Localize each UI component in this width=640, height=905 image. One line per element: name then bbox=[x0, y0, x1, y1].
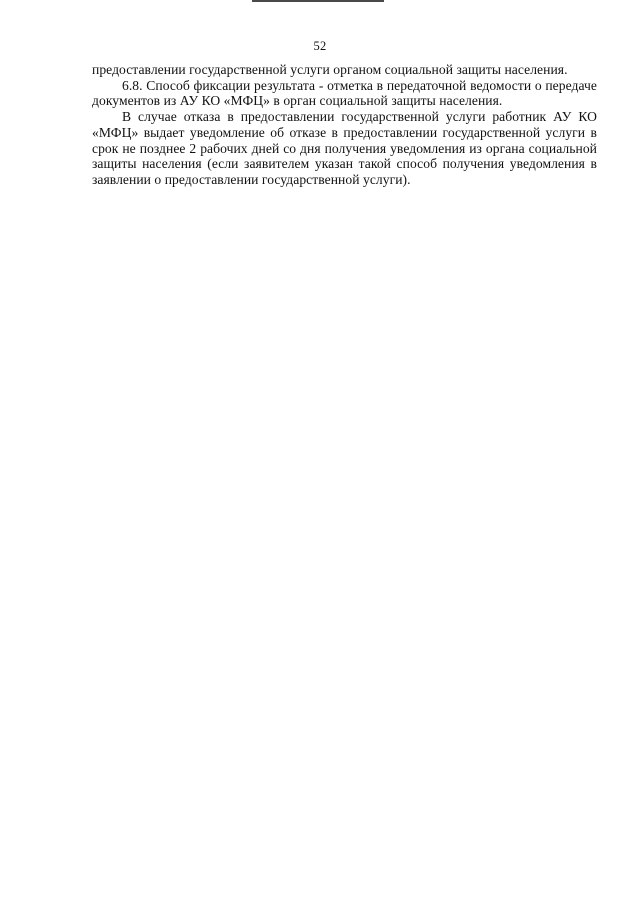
paragraph-refusal: В случае отказа в предоставлении государственной услуги работник АУ КО «МФЦ» выдает уведомление об отказе в предоставлении государственной услуги в срок не позднее 2 рабочих дней со дня получения уведомления из органа социальной защиты населения (если заявителем указан такой способ получения уведомления в заявлении о предоставлении государственной услуги). bbox=[92, 109, 597, 187]
paragraph-6-8: 6.8. Способ фиксации результата - отметка в передаточной ведомости о передаче документов из АУ КО «МФЦ» в орган социальной защиты населения. bbox=[92, 77, 597, 109]
paragraph-continuation: предоставлении государственной услуги органом социальной защиты населения. bbox=[92, 62, 568, 77]
document-body bbox=[92, 62, 597, 188]
top-scan-rule bbox=[252, 0, 384, 2]
page-number: 52 bbox=[313, 39, 327, 53]
